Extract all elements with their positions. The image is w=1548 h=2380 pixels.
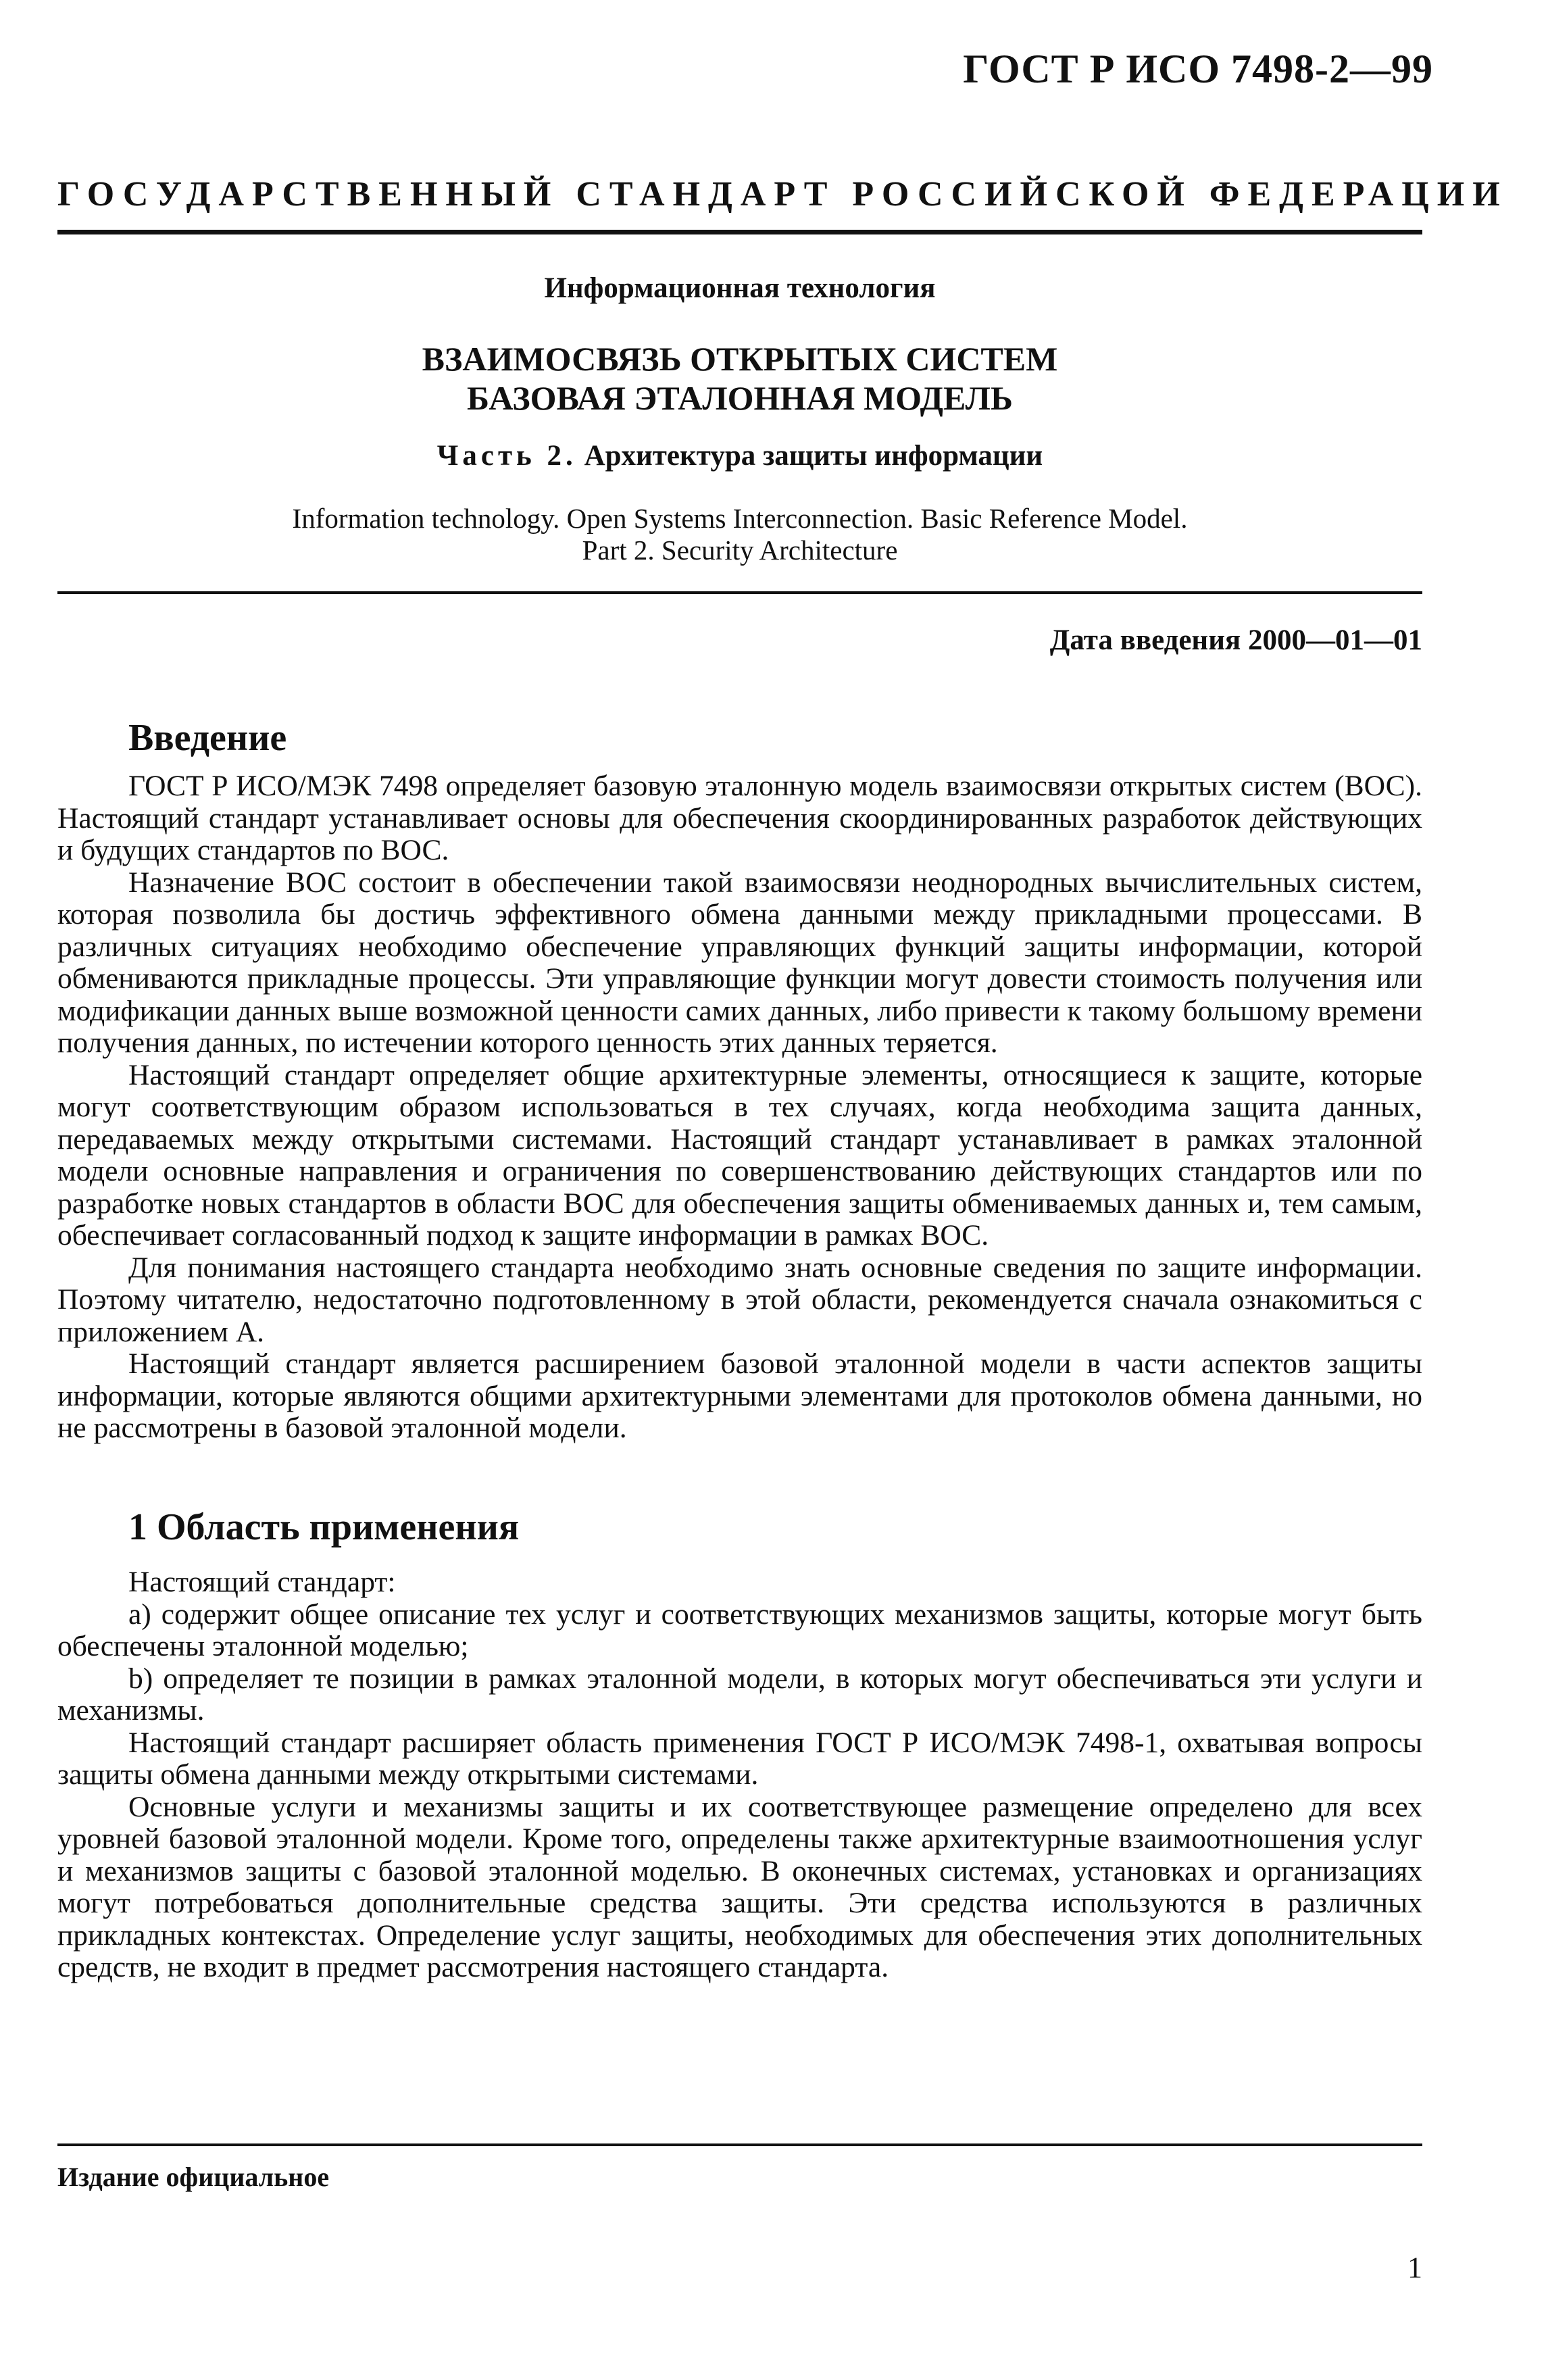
intro-heading: Введение	[128, 717, 287, 759]
part-title-line	[57, 439, 1422, 472]
scope-list-item: а) содержит общее описание тех услуг и соответствующих механизмов защиты, которые могут быть обеспечены эталонной моделью;	[57, 1597, 1422, 1662]
scope-paragraph: Настоящий стандарт:	[128, 1566, 396, 1598]
intro-section	[57, 770, 1422, 1445]
document-code: ГОСТ Р ИСО 7498-2—99	[963, 47, 1433, 91]
english-title-line-1: Information technology. Open Systems Interconnection. Basic Reference Model.	[292, 503, 1188, 534]
document-title-line-2: БАЗОВАЯ ЭТАЛОННАЯ МОДЕЛЬ	[467, 379, 1013, 417]
edition-note: Издание официальное	[57, 2162, 330, 2192]
subject-line: Информационная технология	[544, 272, 936, 304]
scope-heading: 1 Область применения	[128, 1506, 520, 1548]
header-divider	[57, 230, 1422, 234]
intro-paragraph: ГОСТ Р ИСО/МЭК 7498 определяет базовую эталонную модель взаимосвязи открытых систем (ВОС). Настоящий стандарт устанавливает основы для обеспечения скоординированных разработок действующих и будущих стандартов по ВОС.	[57, 770, 1422, 866]
scope-paragraph: Основные услуги и механизмы защиты и их соответствующее размещение определено для всех уровней базовой эталонной модели. Кроме того, определены также архитектурные взаимоотношения услуг и механизмов защиты с базовой эталонной моделью. В оконечных системах, установках и организациях могут потребоваться дополнительные средства защиты. Эти средства используются в различных прикладных контекстах. Определение услуг защиты, необходимых для обеспечения этих дополнительных средств, не входит в предмет рассмотрения настоящего стандарта.	[57, 1790, 1422, 1983]
introduction-date: Дата введения 2000—01—01	[1049, 624, 1422, 656]
intro-paragraph: Настоящий стандарт является расширением базовой эталонной модели в части аспектов защиты информации, которые являются общими архитектурными элементами для протоколов обмена данными, но не рассмотрены в базовой эталонной модели.	[57, 1347, 1422, 1444]
part-prefix: Часть 2.	[436, 440, 577, 472]
document-title-line-1: ВЗАИМОСВЯЗЬ ОТКРЫТЫХ СИСТЕМ	[422, 340, 1058, 378]
page-number: 1	[1407, 2251, 1422, 2284]
intro-paragraph: Назначение ВОС состоит в обеспечении такой взаимосвязи неоднородных вычислительных систем, которая позволила бы достичь эффективного обмена данными между прикладными процессами. В различных ситуациях необходимо обеспечение управляющих функций защиты информации, которой обмениваются прикладные процессы. Эти управляющие функции могут довести стоимость получения или модификации данных выше возможной ценности самих данных, либо привести к такому большому времени получения данных, по истечении которого ценность этих данных теряется.	[57, 866, 1422, 1059]
english-title-line-2: Part 2. Security Architecture	[582, 535, 898, 566]
title-divider	[57, 591, 1422, 594]
intro-paragraph: Настоящий стандарт определяет общие архитектурные элементы, относящиеся к защите, которые могут соответствующим образом использоваться в тех случаях, когда необходима защита данных, передаваемых между открытыми системами. Настоящий стандарт устанавливает в рамках эталонной модели основные направления и ограничения по совершенствованию действующих стандартов или по разработке новых стандартов в области ВОС для обеспечения защиты обмениваемых данных и, тем самым, обеспечивает согласованный подход к защите информации в рамках ВОС.	[57, 1058, 1422, 1251]
scope-list-item: b) определяет те позиции в рамках эталонной модели, в которых могут обеспечиваться эти услуги и механизмы.	[57, 1662, 1422, 1727]
standard-banner: ГОСУДАРСТВЕННЫЙ СТАНДАРТ РОССИЙСКОЙ ФЕДЕРАЦИИ	[57, 175, 1508, 214]
scope-section	[57, 1566, 1422, 1984]
footer-divider	[57, 2143, 1422, 2146]
scope-paragraph: Настоящий стандарт расширяет область применения ГОСТ Р ИСО/МЭК 7498-1, охватывая вопросы защиты обмена данными между открытыми системами.	[57, 1726, 1422, 1791]
part-title: Архитектура защиты информации	[584, 440, 1043, 472]
intro-paragraph: Для понимания настоящего стандарта необходимо знать основные сведения по защите информации. Поэтому читателю, недостаточно подготовленному в этой области, рекомендуется сначала ознакомиться с приложением А.	[57, 1251, 1422, 1348]
